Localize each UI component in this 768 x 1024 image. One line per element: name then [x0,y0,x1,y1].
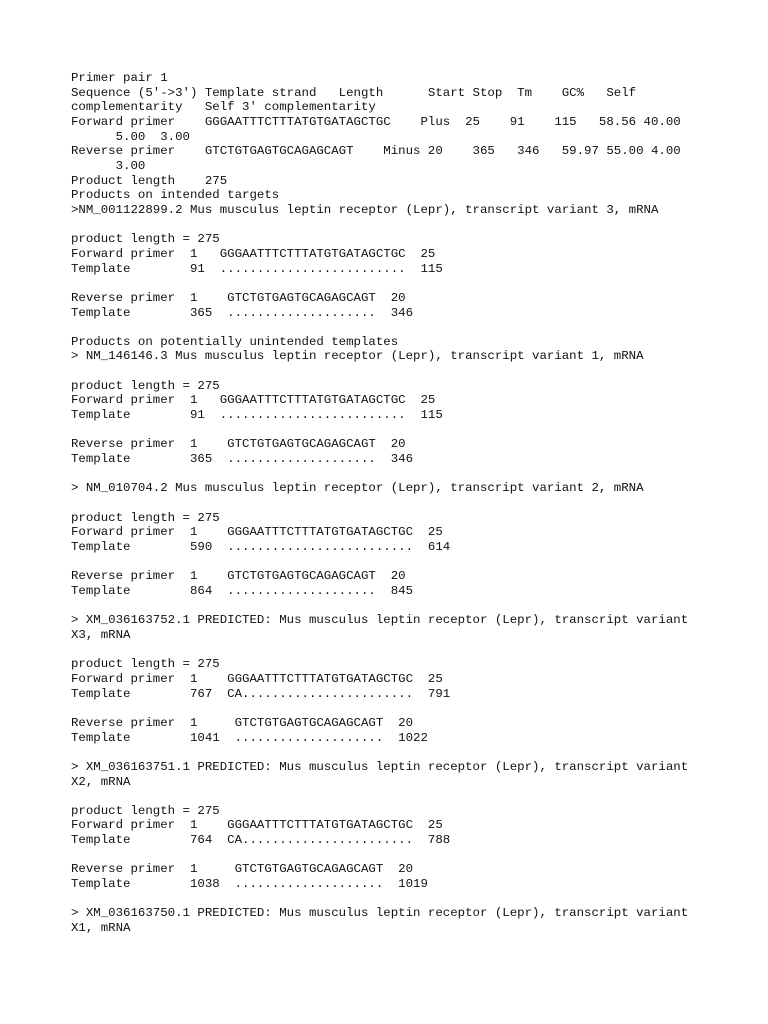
product-length: product length = 275 [71,657,220,672]
reverse-primer-row: Reverse primer GTCTGTGAGTGCAGAGCAGT Minus 20 365 346 59.97 55.00 4.00 [71,144,681,159]
reverse-primer-alignment: Reverse primer 1 GTCTGTGAGTGCAGAGCAGT 20 [71,290,406,305]
spacer [71,423,731,438]
template-name-wrap: X1, mRNA [71,921,131,936]
reverse-primer-alignment: Reverse primer 1 GTCTGTGAGTGCAGAGCAGT 20 [71,862,414,877]
reverse-template-alignment: Template 1038 .................... 1019 [71,877,428,892]
forward-template-alignment: Template 590 ......................... 614 [71,540,451,554]
product-length-row: Product length 275 [71,173,228,188]
spacer [71,643,731,658]
reverse-template-alignment: Template 365 .................... 346 [71,452,414,467]
product-length: product length = 275 [71,378,220,393]
unintended-templates-heading: Products on potentially unintended templates [71,334,399,349]
target-name: >NM_001122899.2 Mus musculus leptin receptor (Lepr), transcript variant 3, mRNA [71,202,659,217]
forward-template-alignment: Template 764 CA....................... 788 [71,833,451,848]
spacer [71,218,731,233]
forward-template-alignment: Template 91 ......................... 115 [71,408,443,423]
template-name: > NM_010704.2 Mus musculus leptin receptor (Lepr), transcript variant 2, mRNA [71,481,644,496]
spacer [71,555,731,570]
column-header-line-1: Sequence (5'->3') Template strand Length Start Stop Tm GC% Self [71,85,637,100]
spacer [71,496,731,511]
spacer [71,701,731,716]
product-length: product length = 275 [71,232,220,247]
reverse-primer-alignment: Reverse primer 1 GTCTGTGAGTGCAGAGCAGT 20 [71,569,406,584]
spacer [71,789,731,804]
reverse-primer-row-wrap: 3.00 [71,158,146,173]
template-name-wrap: X2, mRNA [71,774,131,789]
forward-primer-alignment: Forward primer 1 GGGAATTTCTTTATGTGATAGCTGC 25 [71,818,443,833]
forward-primer-alignment: Forward primer 1 GGGAATTTCTTTATGTGATAGCTGC 25 [71,525,443,540]
intended-targets-heading: Products on intended targets [71,188,280,203]
spacer [71,467,731,482]
reverse-template-alignment: Template 864 .................... 845 [71,583,414,598]
product-length: product length = 275 [71,803,220,818]
primer-report [71,71,731,936]
template-name: > XM_036163750.1 PREDICTED: Mus musculus leptin receptor (Lepr), transcript variant [71,906,689,921]
spacer [71,848,731,863]
forward-primer-alignment: Forward primer 1 GGGAATTTCTTTATGTGATAGCTGC 25 [71,393,436,408]
reverse-primer-alignment: Reverse primer 1 GTCTGTGAGTGCAGAGCAGT 20 [71,437,406,452]
forward-template-alignment: Template 767 CA....................... 791 [71,686,451,701]
column-header-line-2: complementarity Self 3' complementarity [71,100,376,115]
reverse-template-alignment: Template 365 .................... 346 [71,305,414,320]
primer-pair-title: Primer pair 1 [71,71,168,85]
template-name-wrap: X3, mRNA [71,627,131,642]
template-name: > NM_146146.3 Mus musculus leptin receptor (Lepr), transcript variant 1, mRNA [71,349,644,364]
template-name: > XM_036163752.1 PREDICTED: Mus musculus leptin receptor (Lepr), transcript variant [71,613,689,628]
forward-template-alignment: Template 91 ......................... 115 [71,261,443,276]
spacer [71,892,731,907]
forward-primer-row: Forward primer GGGAATTTCTTTATGTGATAGCTGC Plus 25 91 115 58.56 40.00 [71,114,681,129]
spacer [71,320,731,335]
reverse-primer-alignment: Reverse primer 1 GTCTGTGAGTGCAGAGCAGT 20 [71,715,414,730]
reverse-template-alignment: Template 1041 .................... 1022 [71,730,428,745]
product-length: product length = 275 [71,510,220,525]
forward-primer-row-wrap: 5.00 3.00 [71,129,190,144]
spacer [71,276,731,291]
template-name: > XM_036163751.1 PREDICTED: Mus musculus leptin receptor (Lepr), transcript variant [71,759,689,774]
forward-primer-alignment: Forward primer 1 GGGAATTTCTTTATGTGATAGCTGC 25 [71,246,436,261]
forward-primer-alignment: Forward primer 1 GGGAATTTCTTTATGTGATAGCTGC 25 [71,671,443,686]
spacer [71,745,731,760]
spacer [71,599,731,614]
spacer [71,364,731,379]
